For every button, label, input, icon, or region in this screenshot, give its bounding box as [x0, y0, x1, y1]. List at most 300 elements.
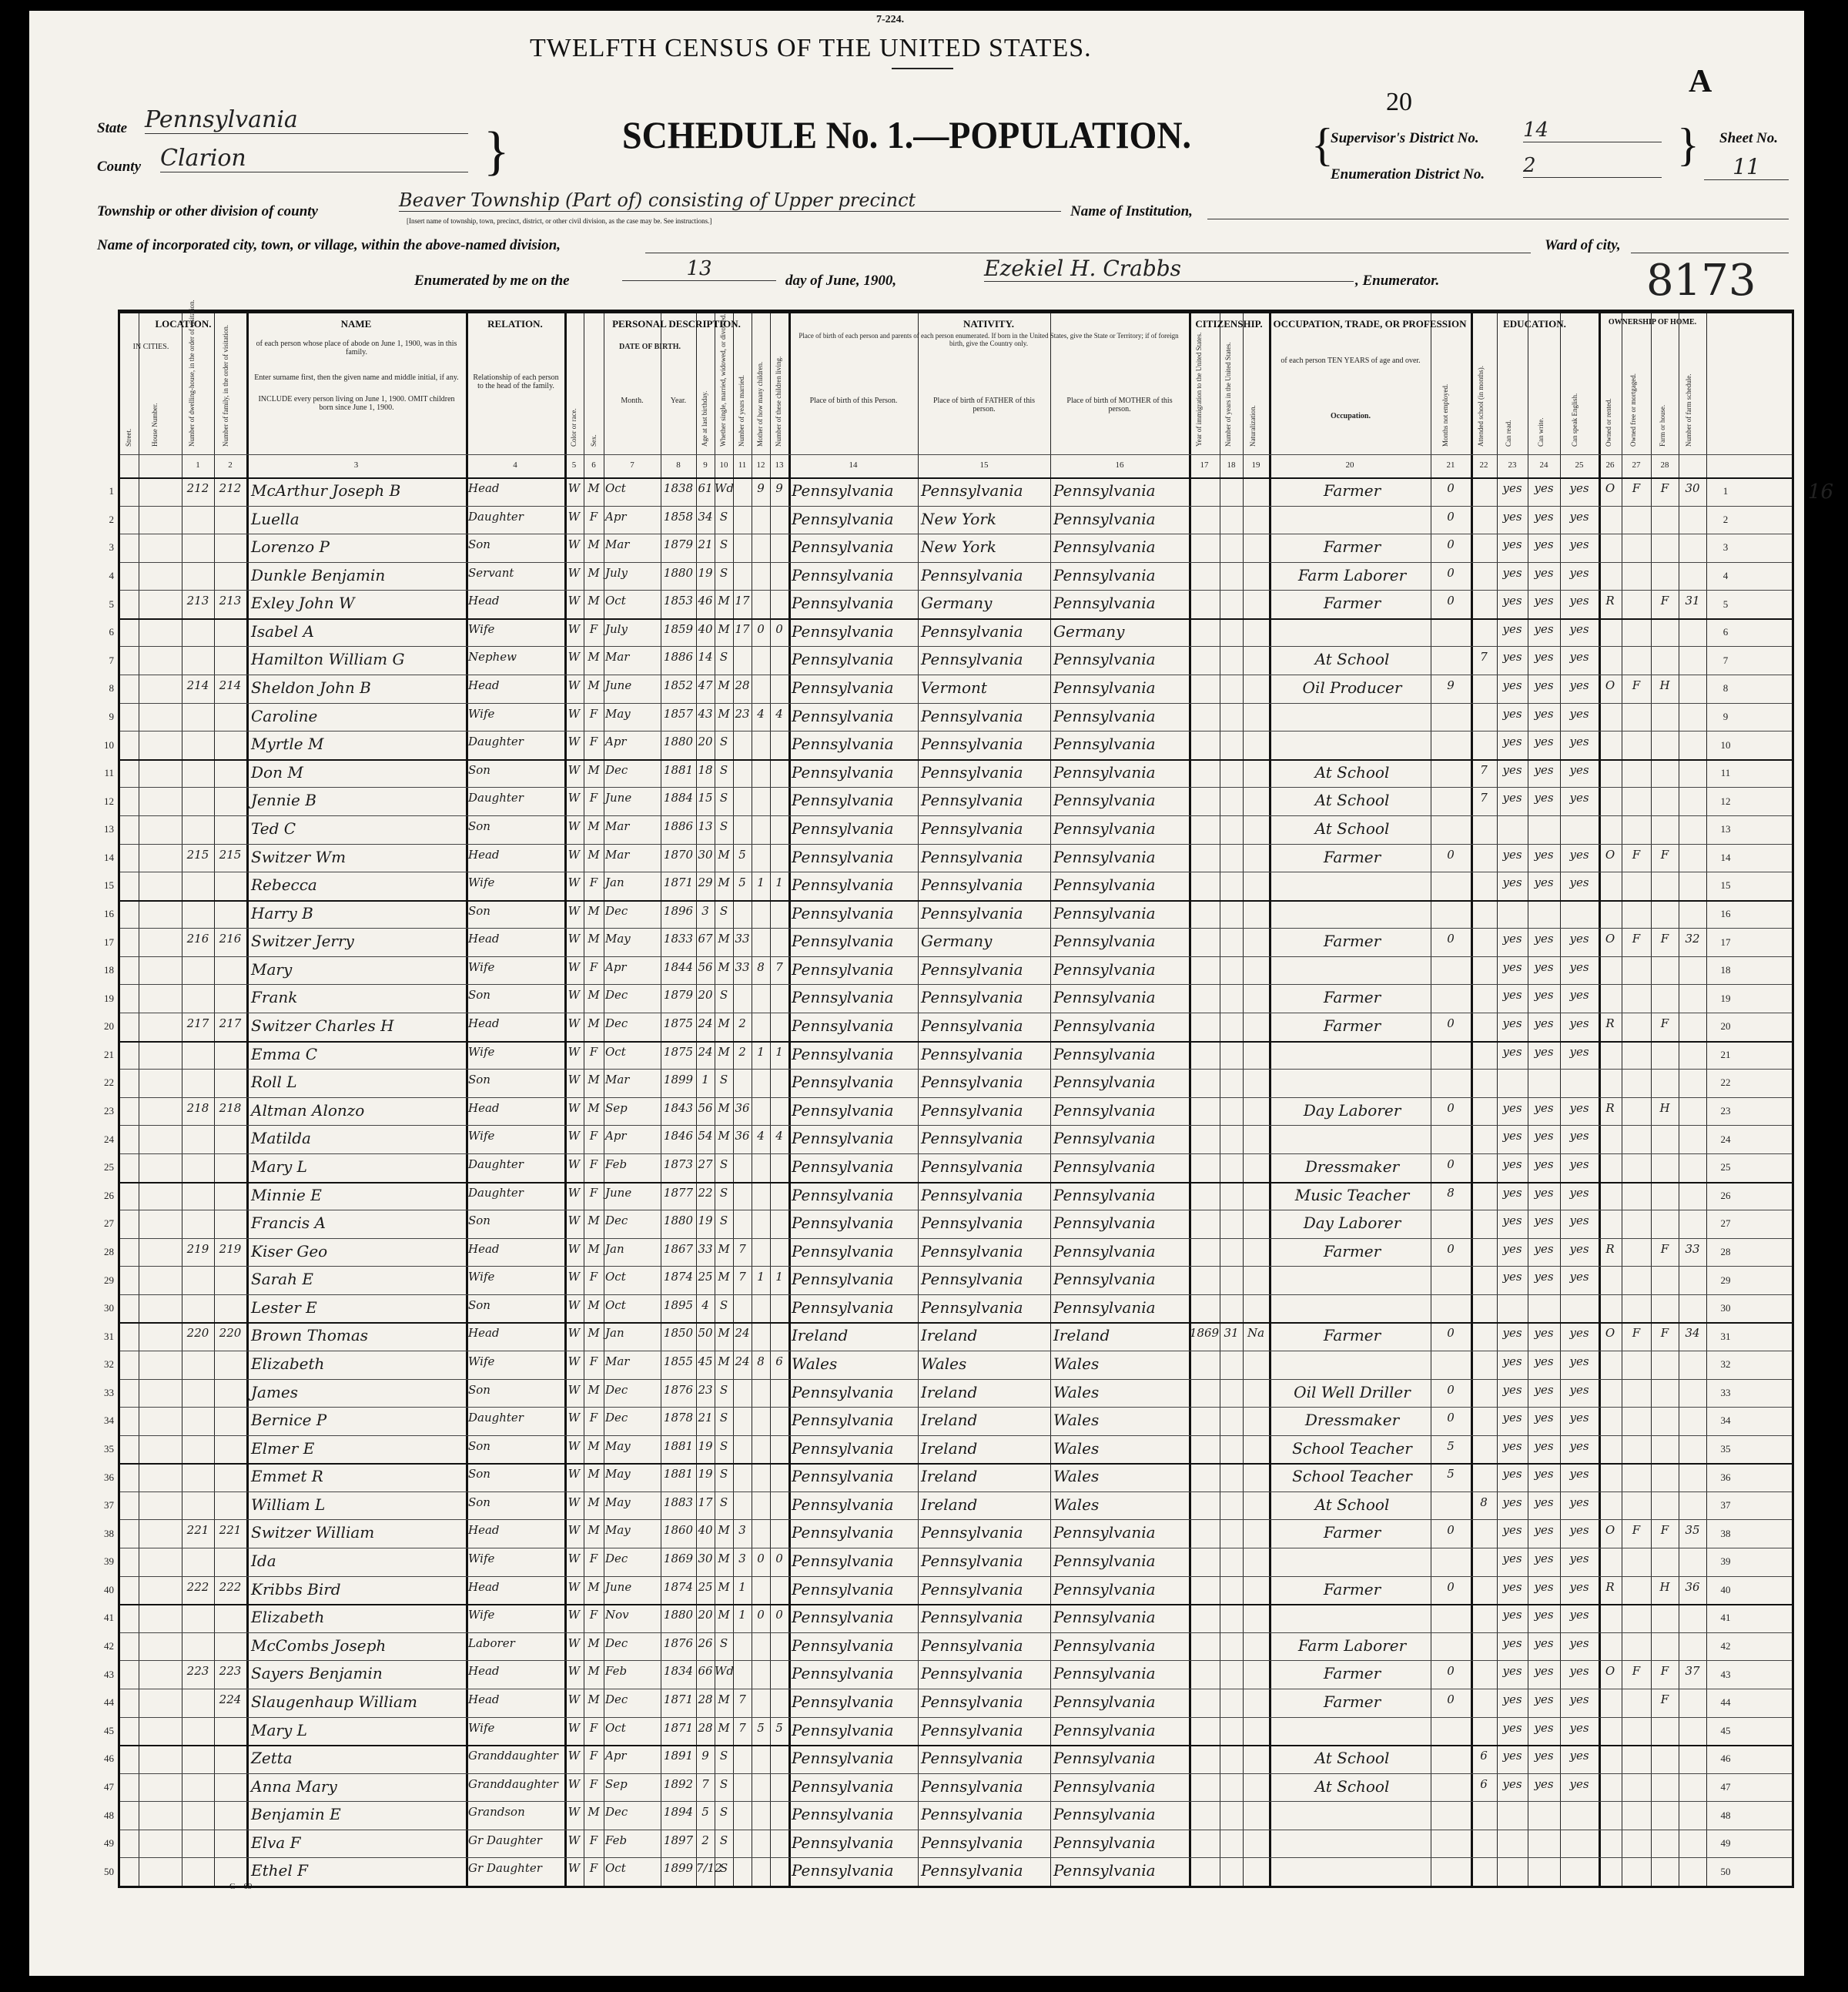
age-cell: 21	[698, 1411, 713, 1425]
color-cell: W	[567, 1411, 581, 1425]
birth-month-cell: Feb	[605, 1833, 628, 1847]
father-birthplace-cell: Pennsylvania	[921, 1776, 1023, 1796]
line-number: 35	[104, 1443, 114, 1455]
birth-month-cell: Dec	[605, 1016, 628, 1031]
header-rule	[120, 454, 1792, 455]
birth-year-cell: 1844	[663, 959, 694, 974]
color-cell: W	[567, 650, 581, 665]
months-unemployed-cell: 0	[1447, 1100, 1455, 1115]
line-number: 27	[104, 1217, 114, 1230]
father-birthplace-cell: Pennsylvania	[921, 650, 1023, 669]
birthplace-cell: Pennsylvania	[792, 1776, 894, 1796]
dwelling-number: 220	[186, 1326, 209, 1341]
mother-birthplace-cell: Wales	[1053, 1495, 1100, 1514]
farm-schedule-cell: 33	[1685, 1241, 1700, 1256]
person-name: Isabel A	[251, 621, 314, 641]
can-speak-cell: yes	[1569, 1664, 1589, 1679]
person-name: Mary L	[251, 1157, 307, 1176]
birth-month-cell: June	[605, 791, 632, 805]
can-write-cell: yes	[1534, 932, 1554, 946]
color-cell: W	[567, 537, 581, 552]
marital-cell: S	[719, 1073, 728, 1087]
sex-cell: M	[588, 1495, 600, 1509]
dwelling-number: 214	[186, 678, 209, 693]
person-name: Harry B	[251, 903, 313, 922]
relation-cell: Wife	[468, 1720, 495, 1735]
state-label: State	[97, 120, 128, 136]
school-months-cell: 6	[1480, 1749, 1488, 1763]
group-relation: RELATION.	[487, 318, 543, 330]
farm-house-cell: F	[1660, 847, 1669, 862]
children-born-cell: 1	[757, 1270, 765, 1284]
free-mortgaged-cell: F	[1632, 932, 1641, 946]
vertical-header-years_married: Number of years married.	[738, 375, 745, 447]
years-married-cell: 28	[735, 678, 750, 693]
sex-cell: M	[588, 932, 600, 946]
father-birthplace-cell: Pennsylvania	[921, 1185, 1023, 1204]
father-birthplace-cell: Pennsylvania	[921, 819, 1023, 838]
age-cell: 20	[698, 988, 713, 1003]
birth-month-cell: Dec	[605, 1692, 628, 1706]
can-speak-cell: yes	[1569, 481, 1589, 495]
farm-house-cell: F	[1660, 594, 1669, 608]
age-cell: 9	[701, 1749, 709, 1763]
years-married-cell: 36	[735, 1100, 750, 1115]
can-speak-cell: yes	[1569, 1382, 1589, 1397]
children-born-cell: 0	[757, 1608, 765, 1622]
vertical-header-can_speak: Can speak English.	[1571, 393, 1578, 447]
line-number: 41	[104, 1612, 114, 1624]
line-number: 23	[1720, 1105, 1731, 1117]
can-speak-cell: yes	[1569, 706, 1589, 721]
months-unemployed-cell: 0	[1447, 1692, 1455, 1706]
sex-cell: F	[589, 875, 598, 890]
years-married-cell: 23	[735, 706, 750, 721]
relation-cell: Son	[468, 537, 490, 552]
children-living-cell: 1	[775, 1044, 783, 1059]
farm-schedule-cell: 31	[1685, 594, 1700, 608]
sex-cell: M	[588, 1214, 600, 1228]
father-birthplace-cell: Pennsylvania	[921, 565, 1023, 584]
can-read-cell: yes	[1502, 678, 1522, 693]
line-number: 13	[104, 823, 114, 835]
owned-rented-cell: R	[1605, 594, 1615, 608]
row-rule	[120, 956, 1792, 957]
age-cell: 1	[701, 1073, 709, 1087]
relation-cell: Gr Daughter	[468, 1861, 542, 1876]
mother-birthplace-cell: Pennsylvania	[1053, 1861, 1156, 1880]
row-rule	[120, 1886, 1792, 1887]
can-write-cell: yes	[1534, 791, 1554, 805]
family-number: 218	[219, 1100, 242, 1115]
birthplace-cell: Pennsylvania	[792, 1157, 894, 1176]
can-speak-cell: yes	[1569, 932, 1589, 946]
mother-birthplace-cell: Pennsylvania	[1053, 1749, 1156, 1768]
row-rule	[120, 1294, 1792, 1295]
family-number: 222	[219, 1579, 242, 1594]
mother-birthplace-cell: Pennsylvania	[1053, 988, 1156, 1007]
can-read-cell: yes	[1502, 1382, 1522, 1397]
birthplace-cell: Pennsylvania	[792, 903, 894, 922]
birth-month-cell: Oct	[605, 481, 626, 495]
sex-cell: M	[588, 1326, 600, 1341]
father-birthplace-cell: Vermont	[921, 678, 987, 698]
column-rule	[1599, 312, 1601, 1886]
farm-schedule-cell: 30	[1685, 481, 1700, 495]
years-married-cell: 5	[738, 875, 746, 890]
can-write-cell: yes	[1534, 537, 1554, 552]
census-title: TWELFTH CENSUS OF THE UNITED STATES.	[530, 34, 1092, 62]
father-birthplace-cell: Pennsylvania	[921, 1833, 1023, 1852]
row-rule	[120, 506, 1792, 507]
sex-cell: M	[588, 1382, 600, 1397]
age-cell: 25	[698, 1270, 713, 1284]
row-rule	[120, 1576, 1792, 1577]
person-name: Sheldon John B	[251, 678, 371, 698]
can-write-cell: yes	[1534, 565, 1554, 580]
person-name: Switzer William	[251, 1523, 375, 1542]
birthplace-cell: Pennsylvania	[792, 1552, 894, 1571]
sex-cell: M	[588, 1635, 600, 1650]
line-number: 15	[1720, 879, 1731, 892]
group-name: NAME	[340, 318, 372, 330]
person-name: Rebecca	[251, 875, 317, 895]
owned-rented-cell: O	[1605, 1664, 1615, 1679]
can-speak-cell: yes	[1569, 594, 1589, 608]
age-cell: 4	[701, 1297, 709, 1312]
father-birthplace-cell: Pennsylvania	[921, 1692, 1023, 1711]
months-unemployed-cell: 0	[1447, 1157, 1455, 1171]
relation-cell: Daughter	[468, 1185, 524, 1200]
can-read-cell: yes	[1502, 1579, 1522, 1594]
color-cell: W	[567, 762, 581, 777]
birth-month-cell: May	[605, 1438, 631, 1453]
farm-house-cell: F	[1660, 481, 1669, 495]
sex-cell: F	[589, 791, 598, 805]
row-rule	[120, 1632, 1792, 1633]
father-birthplace-cell: Ireland	[921, 1438, 978, 1458]
column-rule	[214, 312, 215, 1886]
owned-rented-cell: O	[1605, 1326, 1615, 1341]
row-rule	[120, 1097, 1792, 1098]
can-speak-cell: yes	[1569, 762, 1589, 777]
person-name: Slaugenhaup William	[251, 1692, 417, 1711]
sex-cell: F	[589, 621, 598, 636]
birth-month-cell: Dec	[605, 988, 628, 1003]
row-rule	[120, 590, 1792, 591]
mother-birthplace-cell: Pennsylvania	[1053, 932, 1156, 951]
relation-cell: Head	[468, 594, 500, 608]
occupation-cell: At School	[1314, 819, 1390, 838]
line-number: 3	[109, 541, 114, 554]
line-number: 43	[104, 1668, 114, 1680]
free-mortgaged-cell: F	[1632, 1664, 1641, 1679]
can-speak-cell: yes	[1569, 1552, 1589, 1566]
can-speak-cell: yes	[1569, 1129, 1589, 1143]
person-name: James	[251, 1382, 299, 1401]
father-birthplace-cell: Ireland	[921, 1411, 978, 1430]
can-speak-cell: yes	[1569, 621, 1589, 636]
school-months-cell: 7	[1480, 650, 1488, 665]
person-name: Brown Thomas	[251, 1326, 369, 1345]
column-number: 23	[1508, 460, 1517, 470]
father-birthplace-cell: Ireland	[921, 1467, 978, 1486]
father-birthplace-cell: Pennsylvania	[921, 847, 1023, 866]
age-cell: 46	[698, 594, 713, 608]
vertical-header-immigration: Year of immigration to the United States.	[1195, 332, 1203, 447]
age-cell: 7/12	[696, 1861, 722, 1876]
can-read-cell: yes	[1502, 509, 1522, 524]
person-name: Matilda	[251, 1129, 311, 1148]
children-living-cell: 1	[775, 875, 783, 890]
years-married-cell: 1	[738, 1579, 746, 1594]
father-birthplace-cell: Pennsylvania	[921, 1552, 1023, 1571]
sheet-label: Sheet No.	[1719, 130, 1778, 146]
line-number: 12	[104, 795, 114, 807]
birth-month-cell: Mar	[605, 819, 630, 833]
column-rule	[1050, 312, 1051, 1886]
line-number: 18	[1720, 964, 1731, 976]
header-rule	[120, 477, 1792, 479]
mother-birthplace-cell: Pennsylvania	[1053, 1100, 1156, 1120]
years-married-cell: 36	[735, 1129, 750, 1143]
birth-month-cell: Jan	[605, 1326, 624, 1341]
birth-year-cell: 1855	[663, 1354, 694, 1368]
months-unemployed-cell: 5	[1447, 1467, 1455, 1481]
age-cell: 33	[698, 1241, 713, 1256]
enumerated-day: 13	[622, 257, 776, 281]
person-name: McCombs Joseph	[251, 1635, 387, 1655]
dwelling-number: 218	[186, 1100, 209, 1115]
row-rule	[120, 984, 1792, 985]
months-unemployed-cell: 0	[1447, 1326, 1455, 1341]
color-cell: W	[567, 791, 581, 805]
row-rule	[120, 844, 1792, 845]
relation-cell: Wife	[468, 1270, 495, 1284]
sex-cell: M	[588, 1523, 600, 1538]
line-number: 38	[1720, 1527, 1731, 1539]
birth-month-cell: Jan	[605, 1241, 624, 1256]
birth-father-label: Place of birth of FATHER of this person.	[932, 397, 1036, 413]
line-number: 42	[104, 1640, 114, 1652]
sex-cell: M	[588, 537, 600, 552]
mother-birthplace-cell: Pennsylvania	[1053, 1044, 1156, 1063]
years-in-us-cell: 31	[1224, 1326, 1239, 1341]
column-number: 24	[1539, 460, 1548, 470]
line-number: 28	[1720, 1245, 1731, 1257]
relation-cell: Son	[468, 1382, 490, 1397]
years-married-cell: 7	[738, 1270, 746, 1284]
birthplace-cell: Pennsylvania	[792, 1100, 894, 1120]
vertical-header-sex: Sex.	[590, 434, 598, 447]
marital-cell: M	[718, 932, 730, 946]
birthplace-cell: Pennsylvania	[792, 875, 894, 895]
birthplace-cell: Pennsylvania	[792, 1214, 894, 1233]
marital-cell: S	[719, 1833, 728, 1847]
mother-birthplace-cell: Pennsylvania	[1053, 1523, 1156, 1542]
line-number: 5	[109, 598, 114, 610]
marital-cell: M	[718, 1270, 730, 1284]
mother-birthplace-cell: Pennsylvania	[1053, 819, 1156, 838]
sex-cell: M	[588, 1073, 600, 1087]
age-cell: 45	[698, 1354, 713, 1368]
row-rule	[120, 815, 1792, 816]
color-cell: W	[567, 1438, 581, 1453]
form-number: 7-224.	[876, 14, 905, 25]
can-speak-cell: yes	[1569, 1608, 1589, 1622]
sex-cell: M	[588, 481, 600, 495]
line-number: 6	[109, 626, 114, 638]
can-speak-cell: yes	[1569, 1776, 1589, 1791]
age-cell: 15	[698, 791, 713, 805]
line-number: 44	[104, 1696, 114, 1709]
years-married-cell: 17	[735, 594, 750, 608]
children-living-cell: 4	[775, 706, 783, 721]
father-birthplace-cell: Pennsylvania	[921, 762, 1023, 782]
sex-cell: F	[589, 1129, 598, 1143]
birthplace-cell: Pennsylvania	[792, 1044, 894, 1063]
township-value: Beaver Township (Part of) consisting of Upper precinct	[399, 189, 1061, 212]
nativity-description: Place of birth of each person and parents of each person enumerated. If born in the United States, give the State or Territory; if of foreign birth, give the Country only.	[798, 332, 1179, 347]
family-number: 217	[219, 1016, 242, 1031]
father-birthplace-cell: Ireland	[921, 1326, 978, 1345]
can-speak-cell: yes	[1569, 1016, 1589, 1031]
sex-cell: M	[588, 1579, 600, 1594]
children-living-cell: 6	[775, 1354, 783, 1368]
color-cell: W	[567, 1467, 581, 1481]
line-number: 8	[1722, 682, 1729, 695]
line-number: 29	[104, 1274, 114, 1286]
mother-birthplace-cell: Pennsylvania	[1053, 650, 1156, 669]
years-married-cell: 7	[738, 1692, 746, 1706]
can-speak-cell: yes	[1569, 1438, 1589, 1453]
group-ownership: OWNERSHIP OF HOME.	[1608, 318, 1697, 326]
can-write-cell: yes	[1534, 1749, 1554, 1763]
children-born-cell: 8	[757, 959, 765, 974]
row-rule	[120, 703, 1792, 704]
relation-cell: Laborer	[468, 1635, 515, 1650]
mother-birthplace-cell: Pennsylvania	[1053, 565, 1156, 584]
can-read-cell: yes	[1502, 537, 1522, 552]
birthplace-cell: Pennsylvania	[792, 1382, 894, 1401]
birth-month-cell: Apr	[605, 1129, 627, 1143]
birth-year-cell: 1880	[663, 1214, 694, 1228]
person-name: Ethel F	[251, 1861, 308, 1880]
column-number: 27	[1632, 460, 1641, 470]
line-number: 40	[104, 1583, 114, 1595]
can-speak-cell: yes	[1569, 1100, 1589, 1115]
relation-cell: Servant	[468, 565, 514, 580]
free-mortgaged-cell: F	[1632, 678, 1641, 693]
color-cell: W	[567, 1749, 581, 1763]
can-read-cell: yes	[1502, 1016, 1522, 1031]
line-number: 20	[104, 1020, 114, 1033]
birthplace-cell: Pennsylvania	[792, 481, 894, 500]
can-speak-cell: yes	[1569, 1326, 1589, 1341]
sex-cell: M	[588, 1438, 600, 1453]
school-months-cell: 7	[1480, 791, 1488, 805]
mother-birthplace-cell: Pennsylvania	[1053, 1720, 1156, 1739]
father-birthplace-cell: Pennsylvania	[921, 1523, 1023, 1542]
mother-birthplace-cell: Wales	[1053, 1411, 1100, 1430]
line-number: 8	[109, 682, 114, 695]
color-cell: W	[567, 1241, 581, 1256]
birth-month-cell: Dec	[605, 1805, 628, 1820]
line-number: 46	[104, 1753, 114, 1765]
year-label: Year.	[670, 397, 687, 405]
person-name: Bernice P	[251, 1411, 327, 1430]
birth-year-cell: 1846	[663, 1129, 694, 1143]
relation-cell: Son	[468, 903, 490, 918]
relation-cell: Nephew	[468, 650, 517, 665]
marital-cell: S	[719, 819, 728, 833]
can-read-cell: yes	[1502, 481, 1522, 495]
row-rule	[120, 1041, 1792, 1043]
marital-cell: S	[719, 735, 728, 749]
relation-cell: Head	[468, 1664, 500, 1679]
color-cell: W	[567, 1495, 581, 1509]
birth-year-cell: 1871	[663, 1720, 694, 1735]
sex-cell: F	[589, 1833, 598, 1847]
birth-year-cell: 1881	[663, 1438, 694, 1453]
age-cell: 19	[698, 565, 713, 580]
relation-cell: Son	[468, 1297, 490, 1312]
can-write-cell: yes	[1534, 481, 1554, 495]
can-read-cell: yes	[1502, 932, 1522, 946]
marital-cell: M	[718, 1129, 730, 1143]
column-number: 2	[228, 460, 233, 470]
father-birthplace-cell: Pennsylvania	[921, 706, 1023, 725]
father-birthplace-cell: Pennsylvania	[921, 1016, 1023, 1036]
birthplace-cell: Pennsylvania	[792, 819, 894, 838]
line-number: 41	[1720, 1612, 1731, 1624]
mother-birthplace-cell: Pennsylvania	[1053, 1297, 1156, 1317]
line-number: 19	[104, 992, 114, 1004]
column-number: 15	[979, 460, 989, 470]
relation-cell: Granddaughter	[468, 1776, 558, 1791]
marital-cell: S	[719, 762, 728, 777]
color-cell: W	[567, 678, 581, 693]
can-speak-cell: yes	[1569, 1720, 1589, 1735]
line-number: 18	[104, 964, 114, 976]
immigration-year-cell: 1869	[1189, 1326, 1220, 1341]
column-rule	[1471, 312, 1473, 1886]
relation-cell: Wife	[468, 959, 495, 974]
occupation-cell: At School	[1314, 650, 1390, 669]
children-living-cell: 7	[775, 959, 783, 974]
relation-cell: Head	[468, 678, 500, 693]
farm-house-cell: F	[1660, 1016, 1669, 1031]
farm-house-cell: H	[1659, 1100, 1670, 1115]
dwelling-number: 215	[186, 847, 209, 862]
age-cell: 23	[698, 1382, 713, 1397]
birth-year-cell: 1881	[663, 1467, 694, 1481]
birth-year-cell: 1878	[663, 1411, 694, 1425]
can-speak-cell: yes	[1569, 1749, 1589, 1763]
row-rule	[120, 731, 1792, 732]
father-birthplace-cell: New York	[921, 509, 996, 528]
marital-cell: M	[718, 959, 730, 974]
age-cell: 24	[698, 1044, 713, 1059]
line-number: 2	[109, 513, 114, 525]
row-rule	[120, 1182, 1792, 1183]
months-unemployed-cell: 0	[1447, 509, 1455, 524]
birth-month-cell: Dec	[605, 903, 628, 918]
birth-year-cell: 1834	[663, 1664, 694, 1679]
can-speak-cell: yes	[1569, 650, 1589, 665]
age-cell: 14	[698, 650, 713, 665]
marital-cell: S	[719, 1861, 728, 1876]
